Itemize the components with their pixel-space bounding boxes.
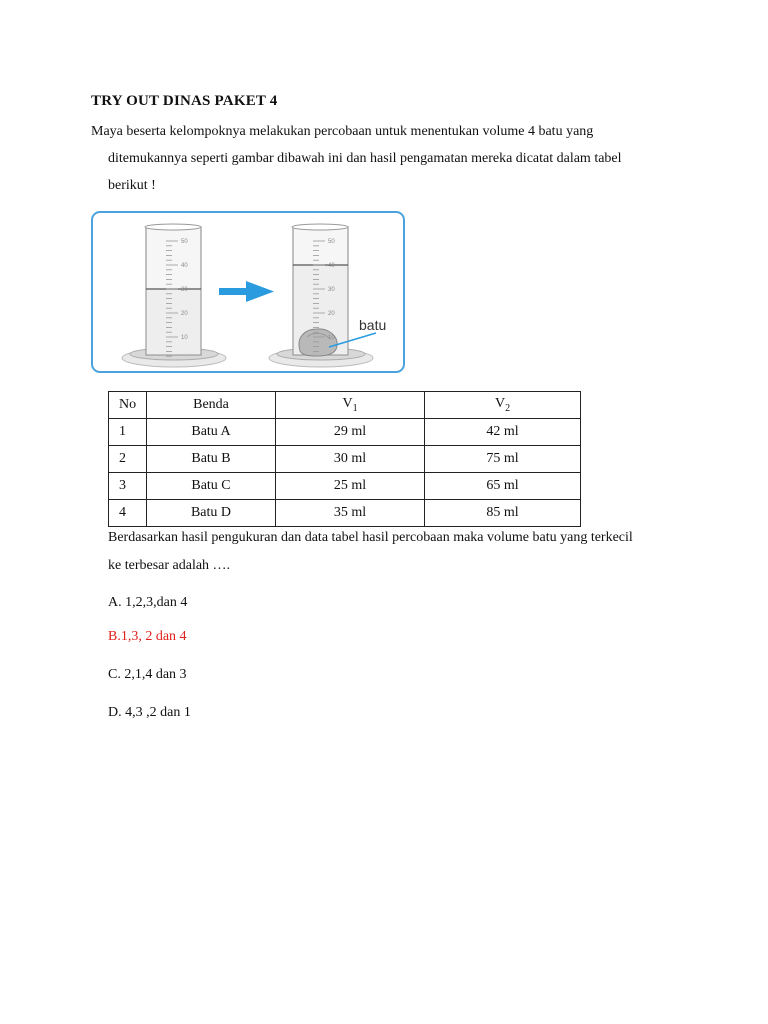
- header-v1: [276, 392, 425, 419]
- cell-v2: 42 ml: [425, 419, 581, 446]
- scale-label: 10: [328, 335, 335, 341]
- cell-no: 3: [109, 473, 147, 500]
- prompt-line-2: ke terbesar adalah ….: [108, 558, 231, 573]
- cell-no: 1: [109, 419, 147, 446]
- cell-benda: Batu B: [147, 446, 276, 473]
- header-v1-sub: 1: [352, 402, 358, 414]
- table-row: [109, 473, 581, 500]
- table-row: [109, 446, 581, 473]
- cell-v1: 29 ml: [276, 419, 425, 446]
- cell-benda: Batu C: [147, 473, 276, 500]
- cell-v1: 25 ml: [276, 473, 425, 500]
- left-water: [147, 289, 200, 354]
- scale-label: 50: [181, 239, 188, 245]
- observation-table: [108, 391, 581, 527]
- cell-no: 4: [109, 500, 147, 527]
- table-row: [109, 419, 581, 446]
- header-v2-letter: V: [494, 396, 506, 412]
- scale-label: 20: [328, 311, 335, 317]
- prompt-line-1: Berdasarkan hasil pengukuran dan data tabel hasil percobaan maka volume batu yang terkecil: [108, 530, 633, 545]
- cylinder-illustration: [91, 211, 405, 373]
- cell-v2: 85 ml: [425, 500, 581, 527]
- header-v2-sub: 2: [505, 402, 511, 414]
- option-c: C. 2,1,4 dan 3: [108, 667, 187, 682]
- scale-label: 20: [181, 311, 188, 317]
- table-row: [109, 500, 581, 527]
- document-title: TRY OUT DINAS PAKET 4: [91, 93, 278, 109]
- cell-no: 2: [109, 446, 147, 473]
- header-v1-letter: V: [342, 396, 353, 412]
- cell-v2: 75 ml: [425, 446, 581, 473]
- cell-benda: Batu A: [147, 419, 276, 446]
- question-line-2: ditemukannya seperti gambar dibawah ini dan hasil pengamatan mereka dicatat dalam tabel: [108, 151, 622, 166]
- header-no: No: [109, 392, 147, 419]
- scale-label: 30: [181, 287, 188, 293]
- option-d: D. 4,3 ,2 dan 1: [108, 705, 191, 720]
- question-line-1: Maya beserta kelompoknya melakukan percobaan untuk menentukan volume 4 batu yang: [91, 124, 594, 139]
- cell-v2: 65 ml: [425, 473, 581, 500]
- header-v2: [425, 392, 581, 419]
- scale-label: 40: [181, 263, 188, 269]
- table-header-row: [109, 392, 581, 419]
- scale-label: 40: [328, 263, 335, 269]
- header-benda: Benda: [147, 392, 276, 419]
- cylinder-figure: [91, 211, 405, 373]
- stone-icon: [299, 329, 337, 356]
- cell-v1: 30 ml: [276, 446, 425, 473]
- cell-benda: Batu D: [147, 500, 276, 527]
- scale-label: 10: [181, 335, 188, 341]
- question-line-3: berikut !: [108, 178, 156, 193]
- cell-v1: 35 ml: [276, 500, 425, 527]
- option-b: B.1,3, 2 dan 4: [108, 629, 187, 644]
- scale-label: 50: [328, 239, 335, 245]
- scale-label: 30: [328, 287, 335, 293]
- stone-label: batu: [359, 317, 387, 333]
- option-a: A. 1,2,3,dan 4: [108, 595, 188, 610]
